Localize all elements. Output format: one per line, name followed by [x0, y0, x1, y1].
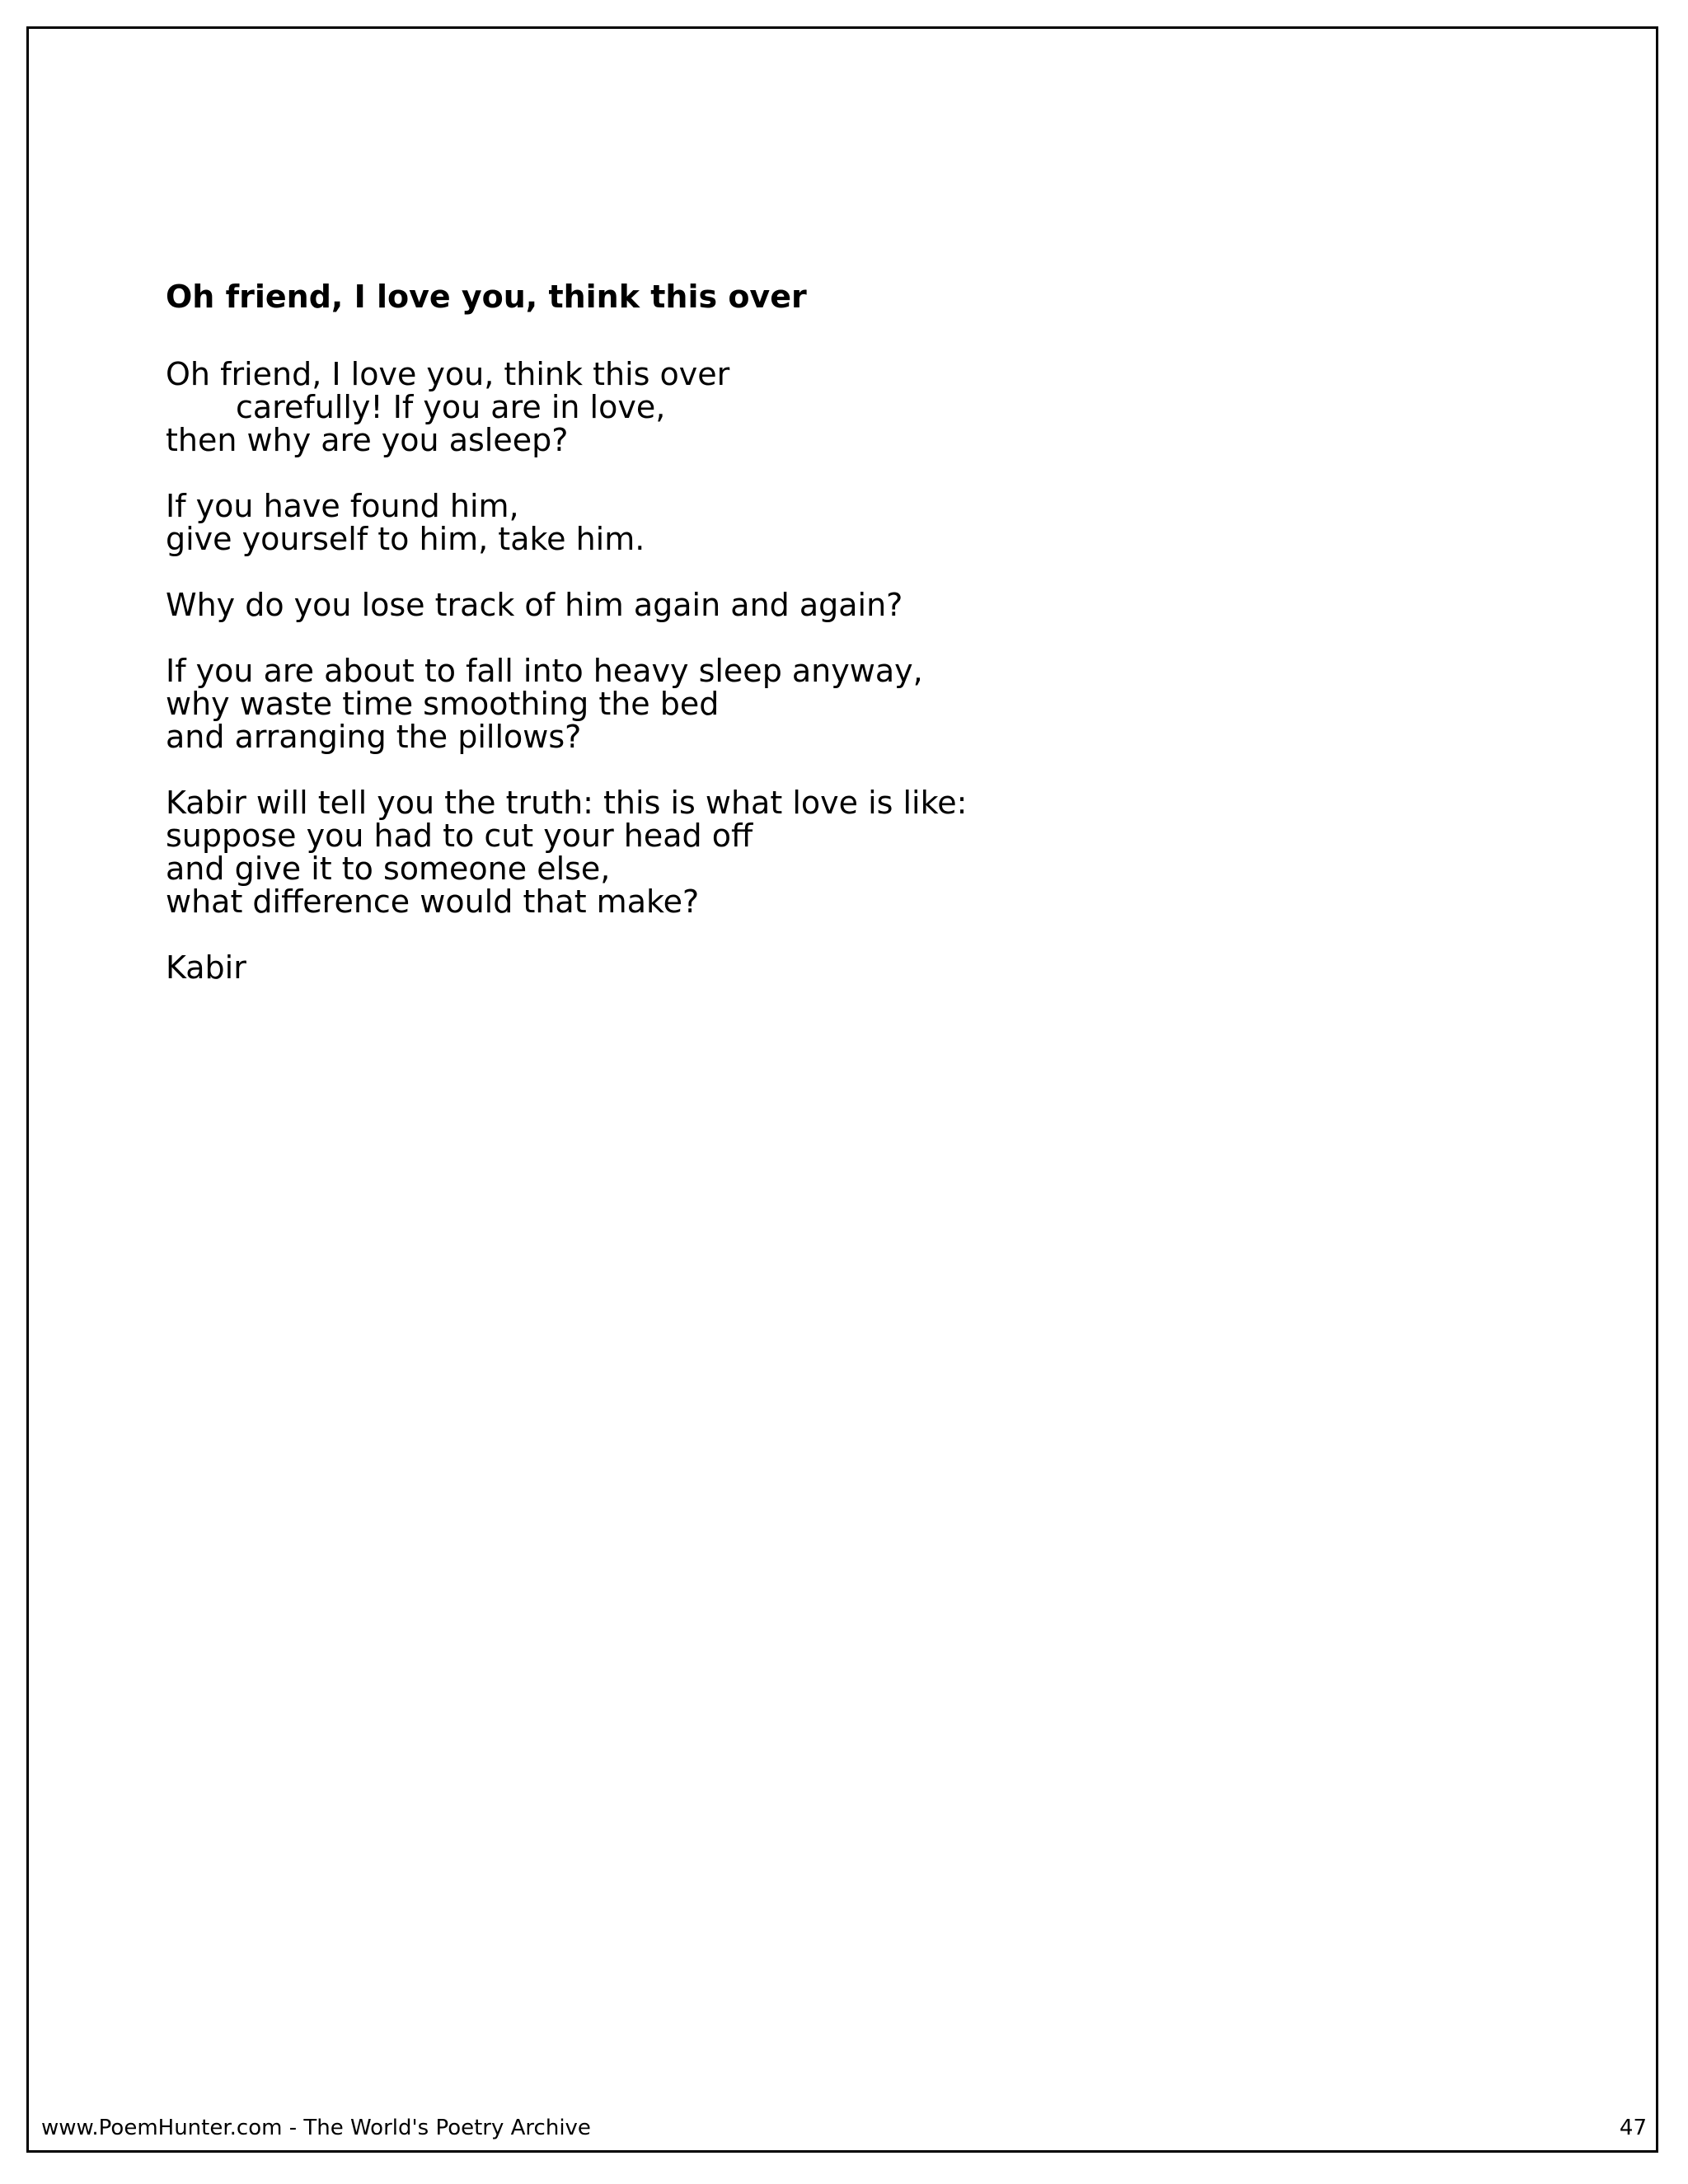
poem-body — [166, 358, 1567, 984]
poem-line: If you are about to fall into heavy sleep anyway, — [166, 653, 923, 689]
poem-line: suppose you had to cut your head off — [166, 818, 753, 854]
poem-line: If you have found him, — [166, 488, 519, 524]
poem-line: carefully! If you are in love, — [236, 389, 666, 425]
poem-line: Oh friend, I love you, think this over — [166, 356, 730, 392]
poem-title: Oh friend, I love you, think this over — [166, 279, 807, 315]
poem-line: Why do you lose track of him again and again? — [166, 587, 903, 623]
poem-line: and arranging the pillows? — [166, 719, 582, 755]
poem-line: what difference would that make? — [166, 883, 700, 920]
poem-line: then why are you asleep? — [166, 422, 569, 458]
stanza-3 — [166, 588, 1567, 621]
poem-line: and give it to someone else, — [166, 851, 611, 887]
stanza-2 — [166, 490, 1567, 555]
page-border — [26, 26, 1658, 2153]
footer-source: www.PoemHunter.com - The World's Poetry Archive — [41, 2116, 591, 2140]
page-number: 47 — [1619, 2116, 1647, 2140]
poem-author: Kabir — [166, 949, 246, 986]
stanza-5 — [166, 786, 1567, 918]
poem-line: why waste time smoothing the bed — [166, 686, 720, 722]
poem-line: Kabir will tell you the truth: this is what love is like: — [166, 785, 968, 821]
stanza-4 — [166, 654, 1567, 753]
stanza-1 — [166, 358, 1567, 457]
poem-line: give yourself to him, take him. — [166, 521, 645, 557]
